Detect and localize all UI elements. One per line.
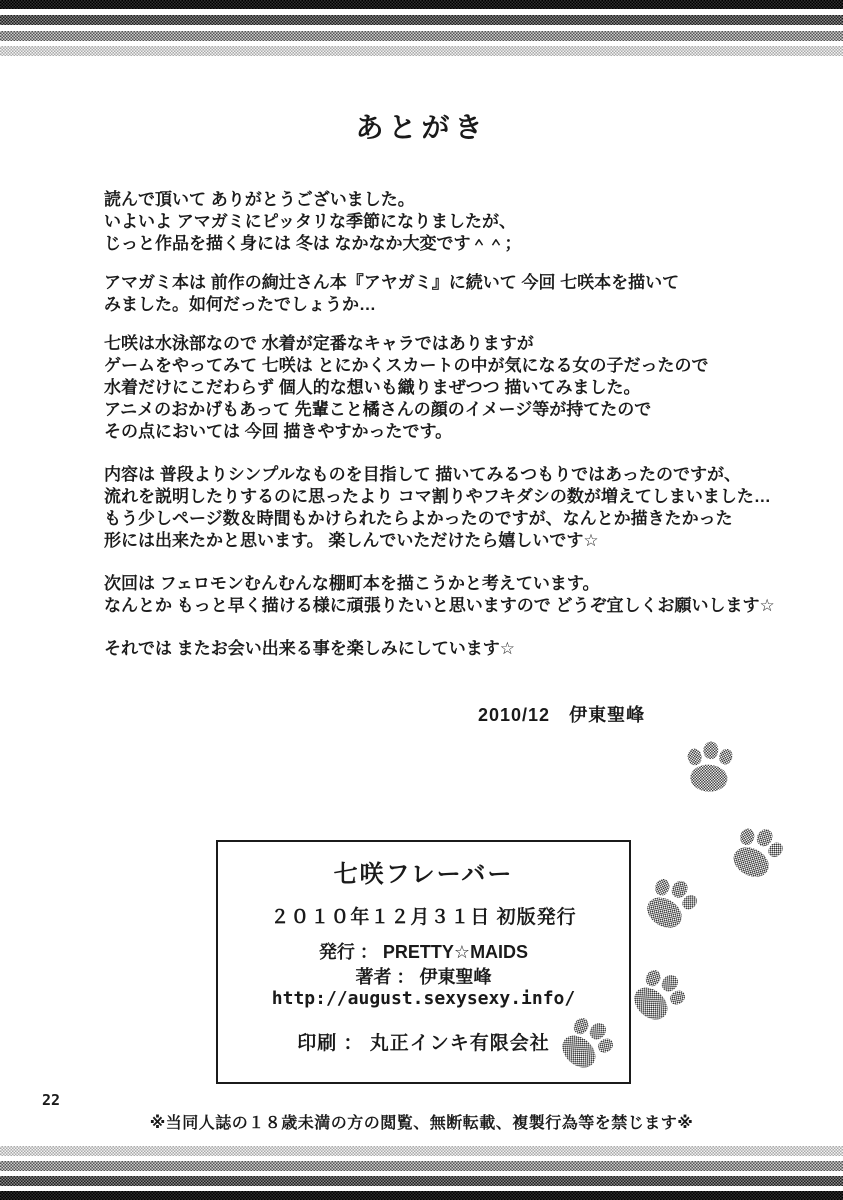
halftone-bar-bottom-1: [0, 1146, 843, 1156]
afterword-line: みました。如何だったでしょうか…: [104, 295, 376, 314]
date-signature: 2010/12 伊東聖峰: [478, 705, 646, 725]
author: 著者 ： 伊東聖峰: [355, 967, 492, 987]
afterword-line: いよいよ アマガミにピッタリな季節になりましたが、: [104, 212, 517, 231]
afterword-line: 読んで頂いて ありがとうございました。: [104, 190, 415, 209]
halftone-bar-bottom-4: [0, 1191, 843, 1200]
halftone-bar-top-1: [0, 0, 843, 9]
afterword-line: もう少しページ数＆時間もかけられたらよかったのですが、なんとか描きたかった: [104, 509, 733, 528]
paw-print-icon: [719, 816, 793, 888]
paw-print-icon: [680, 740, 739, 795]
afterword-line: 次回は フェロモンむんむんな棚町本を描こうかと考えています。: [104, 574, 600, 593]
paragraph: [104, 272, 804, 316]
afterword-line: なんとか もっと早く描ける様に頑張りたいと思いますので どうぞ宜しくお願いします☆: [104, 596, 775, 615]
paragraph: [104, 638, 804, 660]
afterword-body: [104, 189, 804, 677]
halftone-bar-top-4: [0, 46, 843, 56]
afterword-line: アマガミ本は 前作の絢辻さん本『アヤガミ』に続いて 今回 七咲本を描いて: [104, 273, 680, 292]
halftone-bar-top-2: [0, 15, 843, 25]
halftone-bar-bottom-2: [0, 1161, 843, 1171]
colophon-box: [216, 840, 631, 1084]
afterword-line: それでは またお会い出来る事を楽しみにしています☆: [104, 639, 515, 658]
halftone-bar-top-3: [0, 31, 843, 41]
paragraph: [104, 333, 804, 443]
paw-print-icon: [620, 957, 696, 1033]
publisher: 発行 ： PRETTY☆MAIDS: [318, 942, 529, 962]
paragraph: [104, 189, 804, 255]
paragraph: [104, 464, 804, 552]
afterword-line: 内容は 普段よりシンプルなものを目指して 描いてみるつもりではあったのですが、: [104, 465, 741, 484]
printer: 印刷 ： 丸正インキ有限会社: [297, 1033, 550, 1054]
afterword-line: その点においては 今回 描きやすかったです。: [104, 422, 453, 441]
afterword-line: 水着だけにこだわらず 個人的な想いも織りまぜつつ 描いてみました。: [104, 378, 641, 397]
page-title: あとがき: [355, 112, 488, 143]
afterword-line: 形には出来たかと思います。 楽しんでいただけたら嬉しいです☆: [104, 531, 599, 550]
afterword-line: 流れを説明したりするのに思ったより コマ割りやフキダシの数が増えてしまいました…: [104, 487, 771, 506]
book-title: 七咲フレーバー: [333, 861, 514, 888]
age-disclaimer: ※当同人誌の１８歳未満の方の閲覧、無断転載、複製行為等を禁じます※: [149, 1115, 694, 1132]
afterword-line: じっと作品を描く身には 冬は なかなか大変です＾＾；: [104, 234, 522, 253]
page-number: 22: [42, 1091, 61, 1109]
paragraph: [104, 573, 804, 617]
afterword-line: ゲームをやってみて 七咲は とにかくスカートの中が気になる女の子だったので: [104, 356, 709, 375]
edition-date: ２０１０年１２月３１日 初版発行: [270, 907, 577, 928]
afterword-line: 七咲は水泳部なので 水着が定番なキャラではありますが: [104, 334, 534, 353]
website-url: http://august.sexysexy.info/: [271, 988, 576, 1009]
halftone-bar-bottom-3: [0, 1176, 843, 1186]
afterword-line: アニメのおかげもあって 先輩こと橘さんの顔のイメージ等が持てたので: [104, 400, 652, 419]
paw-print-icon: [632, 866, 707, 940]
